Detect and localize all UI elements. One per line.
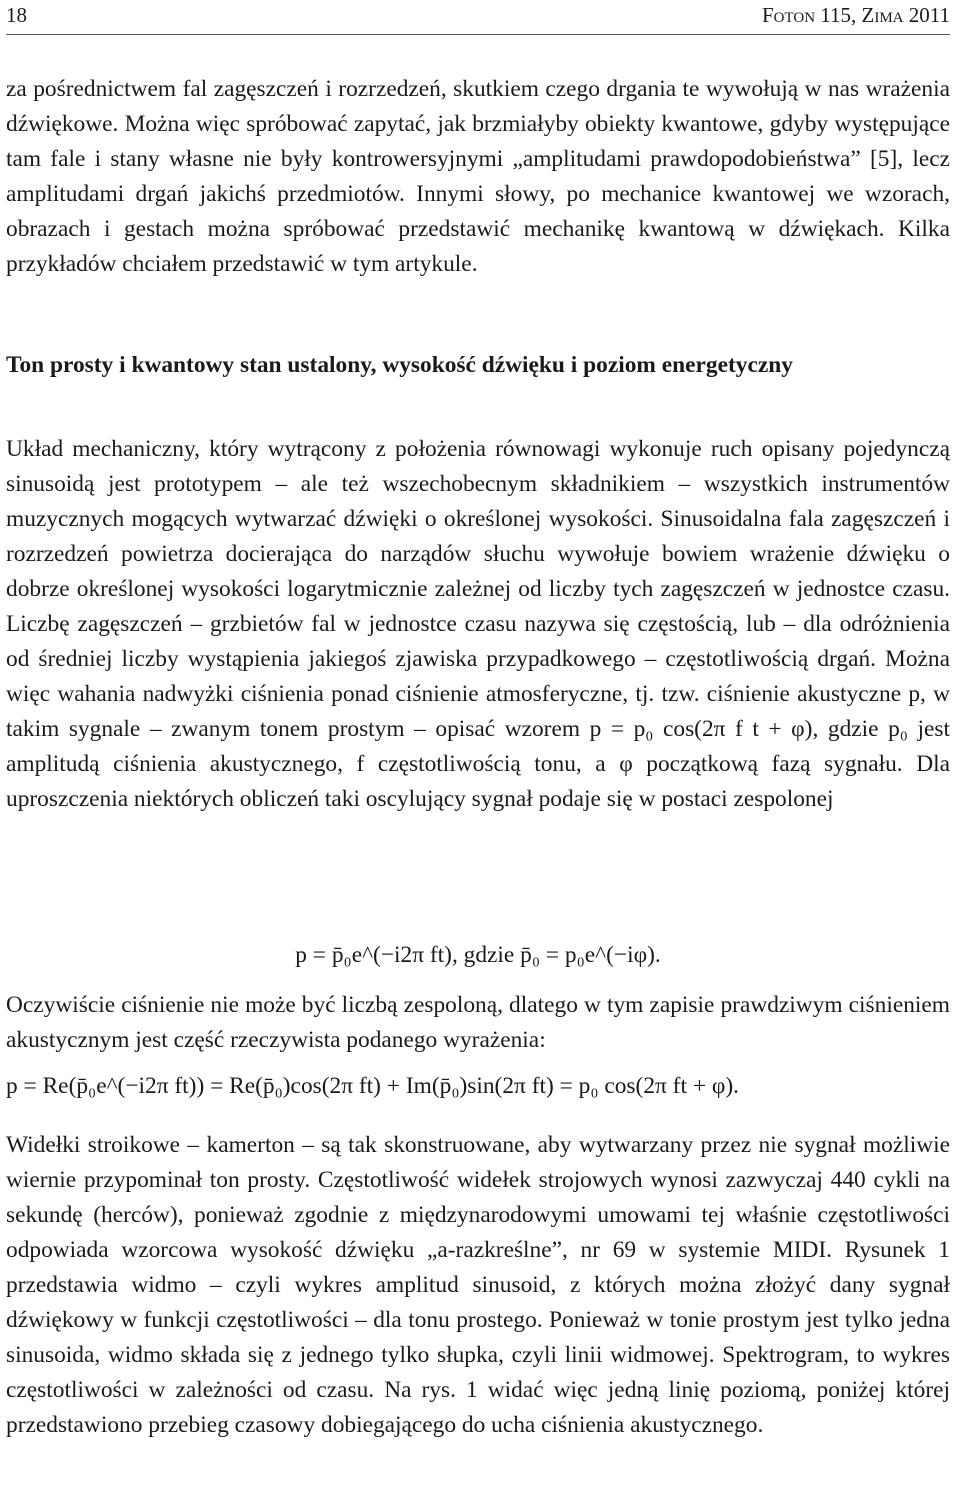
header-rule bbox=[6, 34, 950, 35]
real-part-equation: p = Re(p̄₀e^(−i2π ft)) = Re(p̄₀)cos(2π ft) + Im(p̄₀)sin(2π ft) = p₀ cos(2π ft + φ). bbox=[6, 1073, 739, 1099]
body-paragraph-3: Oczywiście ciśnienie nie może być liczbą zespoloną, dlatego w tym zapisie prawdziwym ciśnieniem akustycznym jest część rzeczywista podanego wyrażenia: bbox=[6, 992, 950, 1053]
journal-title: Foton 115, Zima 2011 bbox=[761, 3, 950, 27]
inline-formula-suffix: , gdzie bbox=[812, 716, 879, 742]
page-number: 18 bbox=[6, 3, 27, 27]
page-header bbox=[6, 2, 950, 32]
paragraph-2-continuation: p₀ jest amplitudą ciśnienia akustycznego, f częstotliwością tonu, a φ początkową fazą sygnału. Dla uproszczenia niektórych obliczeń taki oscylujący sygnał podaje się w postaci zespolonej bbox=[6, 716, 950, 812]
paragraph-2-text: Układ mechaniczny, który wytrącony z położenia równowagi wykonuje ruch opisany pojedynczą sinusoidą jest prototypem – ale też wszechobecnym składnikiem – wszystkich instrumentów muzycznych mogących wytwarzać dźwięki o określonej wysokości. Sinusoidalna fala zagęszczeń i rozrzedzeń powietrza docierająca do narządów słuchu wywołuje bowiem wrażenie dźwięku o dobrze określonej wysokości logarytmicznie zależnej od liczby tych zagęszczeń w jednostce czasu. Liczbę zagęszczeń – grzbietów fal w jednostce czasu nazywa się częstością, lub – dla odróżnienia od średniej liczby wystąpienia jakiegoś zjawiska przypadkowego – częstotliwością drgań. Można więc wahania nadwyżki ciśnienia ponad ciśnienie atmosferyczne, tj. tzw. ciśnienie akustyczne p, w takim sygnale – zwanym tonem prostym – opisać wzorem bbox=[6, 436, 950, 742]
body-paragraph-4: Widełki stroikowe – kamerton – są tak skonstruowane, aby wytwarzany przez nie sygnał możliwie wiernie przypominał ton prosty. Częstotliwość widełek strojowych wynosi zazwyczaj 440 cykli na sekundę (herców), ponieważ zgodnie z międzynarodowymi umowami tej właśnie częstotliwości odpowiada wzorcowa wysokość dźwięku „a-razkreślne”, nr 69 w systemie MIDI. Rysunek 1 przedstawia widmo – czyli wykres amplitud sinusoid, z których można złożyć dany sygnał dźwiękowy w funkcji częstotliwości – dla tonu prostego. Ponieważ w tonie prostym jest tylko jedna sinusoida, widmo składa się z jednego tylko słupka, czyli linii widmowej. Spektrogram, to wykres częstotliwości w zależności od czasu. Na rys. 1 widać więc jedną linię poziomą, poniżej której przedstawiono przebieg czasowy dobiegającego do ucha ciśnienia akustycznego. bbox=[6, 1132, 950, 1438]
section-heading: Ton prosty i kwantowy stan ustalony, wysokość dźwięku i poziom energetyczny bbox=[6, 352, 793, 378]
body-paragraph-2 bbox=[6, 432, 950, 817]
intro-paragraph: za pośrednictwem fal zagęszczeń i rozrzedzeń, skutkiem czego drgania te wywołują w nas wrażenia dźwiękowe. Można więc spróbować zapytać, jak brzmiałyby obiekty kwantowe, gdyby występujące tam fale i stany własne nie były kontrowersyjnymi „amplitudami prawdopodobieństwa” [5], lecz amplitudami drgań jakichś przedmiotów. Innymi słowy, po mechanice kwantowej we wzorach, obrazach i gestach można spróbować przedstawić mechanikę kwantową w dźwiękach. Kilka przykładów chciałem przedstawić w tym artykule. bbox=[6, 76, 950, 277]
complex-equation: p = p̄₀e^(−i2π ft), gdzie p̄₀ = p₀e^(−iφ). bbox=[295, 942, 661, 968]
inline-formula: p = p₀ cos(2π f t + φ) bbox=[589, 716, 813, 742]
